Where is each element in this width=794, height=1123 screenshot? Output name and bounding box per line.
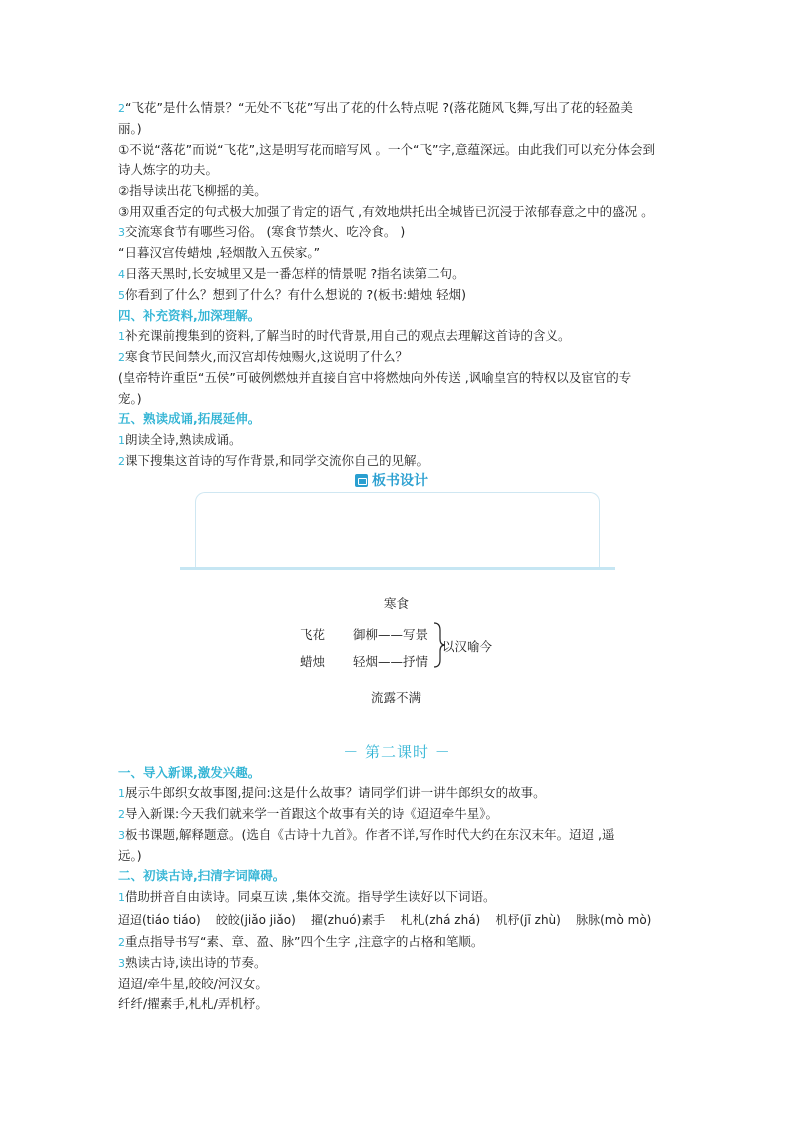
board-cell: 轻烟——抒情 xyxy=(353,654,429,669)
paragraph-line: 诗人炼字的功夫。 xyxy=(118,162,219,177)
item-number: 2 xyxy=(118,936,125,949)
paragraph-line: 2“飞花”是什么情景？“无处不飞花”写出了花的什么特点呢 ?(落花随风飞舞,写出了花的轻盈美 xyxy=(118,100,633,115)
item-number: 3 xyxy=(118,957,125,970)
board-summary: 以汉喻今 xyxy=(442,639,493,654)
paragraph-line: 1朗读全诗,熟读成诵。 xyxy=(118,432,242,447)
paragraph-line: “日暮汉宫传蜡烛 ,轻烟散入五侯家。” xyxy=(118,245,321,260)
item-number: 1 xyxy=(118,891,125,904)
board-conclusion: 流露不满 xyxy=(371,690,422,705)
lesson-title: － 第二课时 － xyxy=(343,743,451,761)
paragraph-line: 2导入新课:今天我们就来学一首跟这个故事有关的诗《迢迢牵牛星》。 xyxy=(118,806,498,821)
vocab-line: 迢迢(tiáo tiáo) 皎皎(jiǎo jiǎo) 擢(zhuó)素手 札札(zhá zhá) 机杼(jī zhù) 脉脉(mò mò) xyxy=(118,913,652,927)
section-heading: 一、导入新课,激发兴趣。 xyxy=(118,765,261,780)
paragraph-line: ②指导读出花飞柳摇的美。 xyxy=(118,183,267,198)
paragraph-line: 2课下搜集这首诗的写作背景,和同学交流你自己的见解。 xyxy=(118,453,429,468)
paragraph-line: 5你看到了什么？想到了什么？有什么想说的 ?(板书:蜡烛 轻烟) xyxy=(118,287,467,302)
item-number: 2 xyxy=(118,455,125,468)
paragraph-line: ①不说“落花”而说“飞花”,这是明写花而暗写风 。一个“飞”字,意蕴深远。由此我们可以充分体会到 xyxy=(118,142,655,157)
board-cell: 蜡烛 xyxy=(300,654,326,669)
paragraph-line: 1借助拼音自由读诗。同桌互读 ,集体交流。指导学生读好以下词语。 xyxy=(118,889,496,904)
item-number: 2 xyxy=(118,351,125,364)
paragraph-line: 3板书课题,解释题意。(选自《古诗十九首》。作者不详,写作时代大约在东汉末年。迢迢 ,遥 xyxy=(118,827,615,842)
paragraph-line: 丽。) xyxy=(118,121,142,136)
board-cell: 飞花 xyxy=(300,627,326,642)
poem-line: 迢迢/牵牛星,皎皎/河汉女。 xyxy=(118,976,268,991)
paragraph-line: (皇帝特许重臣“五侯”可破例燃烛并直接自宫中将燃烛向外传送 ,讽喻皇宫的特权以及宦官的专 xyxy=(118,370,632,385)
paragraph-line: 1展示牛郎织女故事图,提问:这是什么故事？请同学们讲一讲牛郎织女的故事。 xyxy=(118,785,546,800)
paragraph-line: 宠。) xyxy=(118,391,142,406)
item-number: 2 xyxy=(118,808,125,821)
section-heading: 五、熟读成诵,拓展延伸。 xyxy=(118,411,261,426)
section-heading: 二、初读古诗,扫清字词障碍。 xyxy=(118,868,286,883)
board-frame xyxy=(195,492,600,567)
item-number: 3 xyxy=(118,829,125,842)
paragraph-line: 远。) xyxy=(118,848,142,863)
item-number: 3 xyxy=(118,226,125,239)
paragraph-line: 3交流寒食节有哪些习俗。 (寒食节禁火、吃冷食。 ) xyxy=(118,224,406,239)
paragraph-line: 2重点指导书写“素、章、盈、脉”四个生字 ,注意字的占格和笔顺。 xyxy=(118,934,484,949)
item-number: 1 xyxy=(118,434,125,447)
item-number: 1 xyxy=(118,787,125,800)
section-heading: 四、补充资料,加深理解。 xyxy=(118,308,261,323)
paragraph-line: 3熟读古诗,读出诗的节奏。 xyxy=(118,955,267,970)
item-number: 1 xyxy=(118,330,125,343)
paragraph-line: ③用双重否定的句式极大加强了肯定的语气 ,有效地烘托出全城皆已沉浸于浓郁春意之中的盛况 。 xyxy=(118,204,654,219)
board-design-title: 板书设计 xyxy=(355,470,428,490)
folder-icon xyxy=(355,474,368,487)
board-poem-title: 寒食 xyxy=(384,596,410,611)
board-divider xyxy=(180,567,615,570)
paragraph-line: 1补充课前搜集到的资料,了解当时的时代背景,用自己的观点去理解这首诗的含义。 xyxy=(118,328,571,343)
item-number: 5 xyxy=(118,289,125,302)
paragraph-line: 4日落天黑时,长安城里又是一番怎样的情景呢 ?指名读第二句。 xyxy=(118,266,465,281)
paragraph-line: 2寒食节民间禁火,而汉宫却传烛赐火,这说明了什么？ xyxy=(118,349,408,364)
item-number: 4 xyxy=(118,268,125,281)
board-cell: 御柳——写景 xyxy=(353,627,429,642)
item-number: 2 xyxy=(118,102,125,115)
poem-line: 纤纤/擢素手,札札/弄机杼。 xyxy=(118,996,268,1011)
